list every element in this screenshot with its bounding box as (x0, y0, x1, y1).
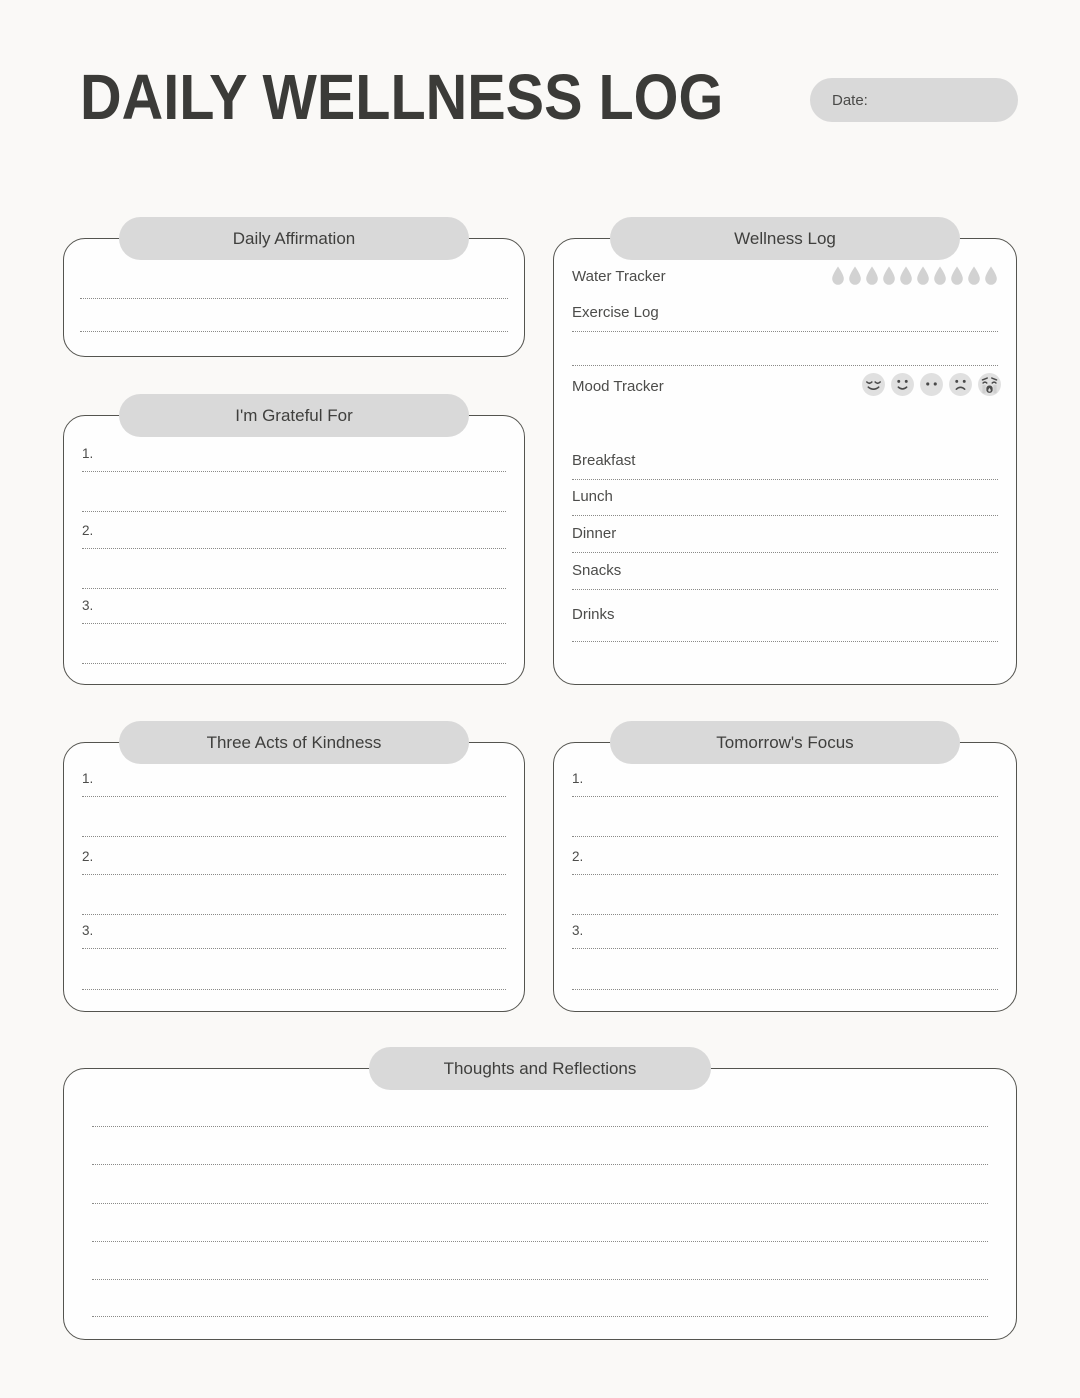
snacks-write-line[interactable] (572, 589, 998, 590)
focus-card (553, 732, 1017, 1012)
lunch-label: Lunch (572, 488, 613, 505)
grateful-write-line-1b[interactable] (82, 511, 506, 512)
focus-title: Tomorrow's Focus (716, 732, 854, 752)
grateful-item-number: 3. (82, 598, 94, 613)
neutral-face-icon[interactable] (919, 372, 944, 397)
dinner-write-line[interactable] (572, 552, 998, 553)
water-tracker-droplets[interactable] (831, 266, 998, 286)
date-label: Date: (832, 91, 868, 109)
focus-write-line-1b[interactable] (572, 836, 998, 837)
smile-face-icon[interactable] (890, 372, 915, 397)
kindness-item-number: 3. (82, 923, 94, 938)
breakfast-label: Breakfast (572, 452, 636, 469)
lunch-write-line[interactable] (572, 515, 998, 516)
thoughts-write-line-4[interactable] (92, 1241, 988, 1242)
focus-write-line-1a[interactable] (572, 796, 998, 797)
thoughts-write-line-3[interactable] (92, 1203, 988, 1204)
focus-item-number: 3. (572, 923, 584, 938)
grateful-write-line-2a[interactable] (82, 548, 506, 549)
daily-affirmation-card (63, 228, 525, 357)
dinner-label: Dinner (572, 525, 617, 542)
thoughts-card (63, 1058, 1017, 1340)
water-droplet-icon (967, 266, 981, 286)
drinks-label: Drinks (572, 606, 615, 623)
wellness-log-header (610, 217, 960, 260)
exercise-write-line-1[interactable] (572, 331, 998, 332)
kindness-write-line-1b[interactable] (82, 836, 506, 837)
water-droplet-icon (865, 266, 879, 286)
focus-write-line-2a[interactable] (572, 874, 998, 875)
water-tracker-label: Water Tracker (572, 268, 666, 285)
wellness-log-title: Wellness Log (734, 228, 836, 248)
daily-affirmation-title: Daily Affirmation (232, 228, 356, 248)
mood-tracker-label: Mood Tracker (572, 378, 664, 395)
grateful-write-line-1a[interactable] (82, 471, 506, 472)
water-droplet-icon (984, 266, 998, 286)
grateful-header (119, 394, 469, 437)
water-droplet-icon (882, 266, 896, 286)
grateful-item-number: 1. (82, 446, 94, 461)
kindness-card (63, 732, 525, 1012)
wellness-log-card (553, 228, 1017, 685)
focus-header (610, 721, 960, 764)
focus-item-number: 2. (572, 849, 584, 864)
exercise-log-label: Exercise Log (572, 304, 659, 321)
grateful-card (63, 405, 525, 685)
date-field[interactable] (810, 78, 1018, 122)
kindness-write-line-3b[interactable] (82, 989, 506, 990)
kindness-write-line-2b[interactable] (82, 914, 506, 915)
focus-item-number: 1. (572, 771, 584, 786)
snacks-label: Snacks (572, 562, 622, 579)
grateful-write-line-3b[interactable] (82, 663, 506, 664)
thoughts-write-line-2[interactable] (92, 1164, 988, 1165)
water-droplet-icon (848, 266, 862, 286)
kindness-title: Three Acts of Kindness (206, 732, 382, 752)
exercise-write-line-2[interactable] (572, 365, 998, 366)
grateful-write-line-2b[interactable] (82, 588, 506, 589)
kindness-write-line-2a[interactable] (82, 874, 506, 875)
drinks-write-line[interactable] (572, 641, 998, 642)
thoughts-write-line-1[interactable] (92, 1126, 988, 1127)
daily-affirmation-header (119, 217, 469, 260)
page-title: DAILY WELLNESS LOG (80, 61, 724, 133)
focus-write-line-3a[interactable] (572, 948, 998, 949)
affirmation-write-line-1[interactable] (80, 298, 508, 299)
water-droplet-icon (916, 266, 930, 286)
kindness-item-number: 1. (82, 771, 94, 786)
kindness-item-number: 2. (82, 849, 94, 864)
kindness-header (119, 721, 469, 764)
mood-tracker-icons (861, 372, 1002, 397)
happy-face-icon[interactable] (861, 372, 886, 397)
grateful-write-line-3a[interactable] (82, 623, 506, 624)
water-droplet-icon (950, 266, 964, 286)
water-droplet-icon (933, 266, 947, 286)
breakfast-write-line[interactable] (572, 479, 998, 480)
kindness-write-line-3a[interactable] (82, 948, 506, 949)
thoughts-title: Thoughts and Reflections (443, 1058, 637, 1078)
thoughts-write-line-6[interactable] (92, 1316, 988, 1317)
sad-face-icon[interactable] (948, 372, 973, 397)
thoughts-write-line-5[interactable] (92, 1279, 988, 1280)
kindness-write-line-1a[interactable] (82, 796, 506, 797)
water-droplet-icon (831, 266, 845, 286)
grateful-item-number: 2. (82, 523, 94, 538)
focus-write-line-2b[interactable] (572, 914, 998, 915)
grateful-title: I'm Grateful For (235, 405, 353, 425)
focus-write-line-3b[interactable] (572, 989, 998, 990)
thoughts-header (369, 1047, 711, 1090)
crying-face-icon[interactable] (977, 372, 1002, 397)
water-droplet-icon (899, 266, 913, 286)
affirmation-write-line-2[interactable] (80, 331, 508, 332)
